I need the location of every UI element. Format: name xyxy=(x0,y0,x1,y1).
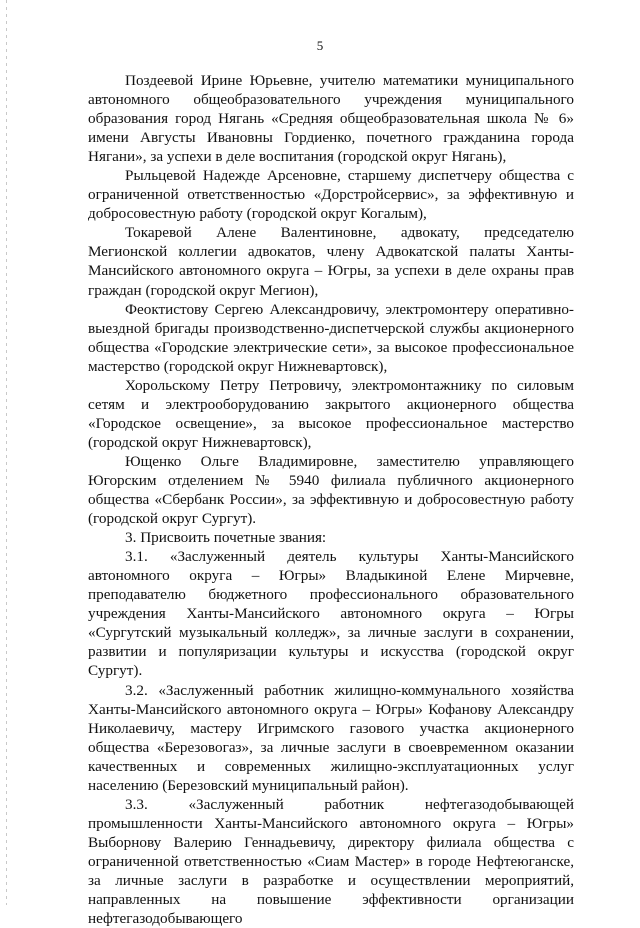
paragraph-title-3-3: 3.3. «Заслуженный работник нефтегазодобывающей промышленности Ханты-Мансийского автономного округа – Югры» Выборнову Валерию Геннадьевичу, директору филиала общества с ограниченной ответственностью «Сиам Мастер» в городе Нефтеюганске, за личные заслуги в разработке и осуществлении мероприятий, направленных на повышение эффективности организации нефтегазодобывающего xyxy=(88,795,574,928)
scan-edge-line xyxy=(6,0,7,905)
paragraph-award-rylceva: Рыльцевой Надежде Арсеновне, старшему диспетчеру общества с ограниченной ответственностью «Дорстройсервис», за эффективную и добросовестную работу (городской округ Когалым), xyxy=(88,167,574,223)
paragraph-title-3-2: 3.2. «Заслуженный работник жилищно-коммунального хозяйства Ханты-Мансийского автономного округа – Югры» Кофанову Александру Николаевичу, мастеру Игримского газового участка акционерного общества «Березовогаз», за личные заслуги в своевременном оказании качественных и современных жилищно-эксплуатационных услуг населению (Березовский муниципальный район). xyxy=(88,681,574,794)
paragraph-award-feoktistov: Феоктистову Сергею Александровичу, электромонтеру оперативно-выездной бригады производственно-диспетчерской службы акционерного общества «Городские электрические сети», за высокое профессиональное мастерство (городской округ Нижневартовск), xyxy=(88,300,574,375)
paragraph-title-3-1: 3.1. «Заслуженный деятель культуры Ханты-Мансийского автономного округа – Югры» Владыкиной Елене Мирчевне, преподавателю бюджетного профессионального образовательного учреждения Ханты-Мансийского автономного округа – Югры «Сургутский музыкальный колледж», за личные заслуги в сохранении, развитии и популяризации культуры и искусства (городской округ Сургут). xyxy=(88,548,574,680)
paragraph-award-yushchenko: Ющенко Ольге Владимировне, заместителю управляющего Югорским отделением № 5940 филиала публичного акционерного общества «Сбербанк России», за эффективную и добросовестную работу (городской округ Сургут). xyxy=(88,452,574,528)
paragraph-award-pozdeeva: Поздеевой Ирине Юрьевне, учителю математики муниципального автономного общеобразовательного учреждения муниципального образования город Нягань «Средняя общеобразовательная школа № 6» имени Августы Ивановны Гордиенко, почетного гражданина города Нягани», за успехи в деле воспитания (городской округ Нягань), xyxy=(88,72,574,166)
paragraph-award-tokareva: Токаревой Алене Валентиновне, адвокату, председателю Мегионской коллегии адвокатов, члену Адвокатской палаты Ханты-Мансийского автономного округа – Югры, за успехи в деле охраны прав граждан (городской округ Мегион), xyxy=(88,224,574,299)
page-number: 5 xyxy=(316,38,324,53)
section-heading-titles: 3. Присвоить почетные звания: xyxy=(125,529,327,547)
document-body xyxy=(88,71,574,928)
paragraph-award-horolsky: Хорольскому Петру Петровичу, электромонтажнику по силовым сетям и электрооборудованию закрытого акционерного общества «Городское освещение», за высокое профессиональное мастерство (городской округ Нижневартовск), xyxy=(88,376,574,451)
